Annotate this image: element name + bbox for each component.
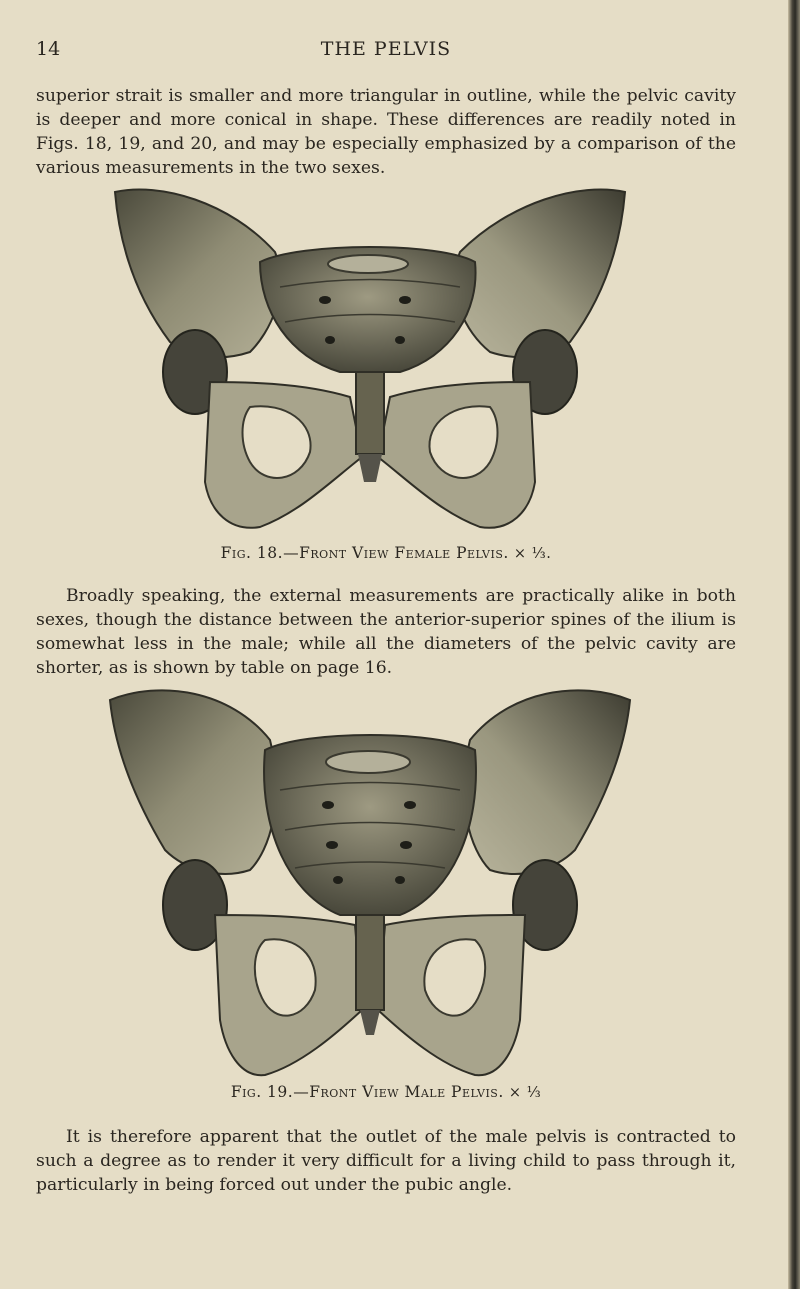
male-pelvis-illustration: [100, 680, 640, 1080]
figure-male-pelvis: [100, 680, 640, 1080]
figure-female-pelvis: [100, 182, 640, 532]
page-header: [36, 38, 736, 68]
paragraph-external-measurements-text: Broadly speaking, the external measurements are practically alike in both sexes, though the distance between the anterior-superior spines of the ilium is somewhat less in the male; while all the diameters of the pelvic cavity are shorter, as is shown by table on page 16.: [36, 586, 736, 678]
running-title: THE PELVIS: [320, 38, 452, 60]
figure-18-title: —Front View Female Pelvis.: [283, 544, 509, 562]
paragraph-external-measurements: [36, 584, 736, 680]
figure-19-label: Fig. 19.: [230, 1083, 294, 1101]
page-number: 14: [36, 38, 61, 60]
paragraph-male-outlet: [36, 1125, 736, 1197]
figure-18-label: Fig. 18.: [220, 544, 284, 562]
book-binding-edge: [788, 0, 800, 1289]
paragraph-superior-strait: superior strait is smaller and more triangular in outline, while the pelvic cavity is deeper and more conical in shape. These differences are readily noted in Figs. 18, 19, and 20, and may be especially emphasized by a comparison of the various measurements in the two sexes.: [36, 86, 736, 178]
paragraph-male-outlet-text: It is therefore apparent that the outlet of the male pelvis is contracted to such a degree as to render it very difficult for a living child to pass through it, particularly in being forced out under the pubic angle.: [36, 1127, 736, 1195]
figure-18-caption: [36, 544, 736, 562]
female-pelvis-illustration: [100, 182, 640, 532]
figure-19-title: —Front View Male Pelvis.: [293, 1083, 504, 1101]
figure-19-caption: [36, 1083, 736, 1101]
figure-18-scale: × ⅓.: [513, 546, 552, 562]
figure-19-scale: × ⅓: [508, 1085, 542, 1101]
